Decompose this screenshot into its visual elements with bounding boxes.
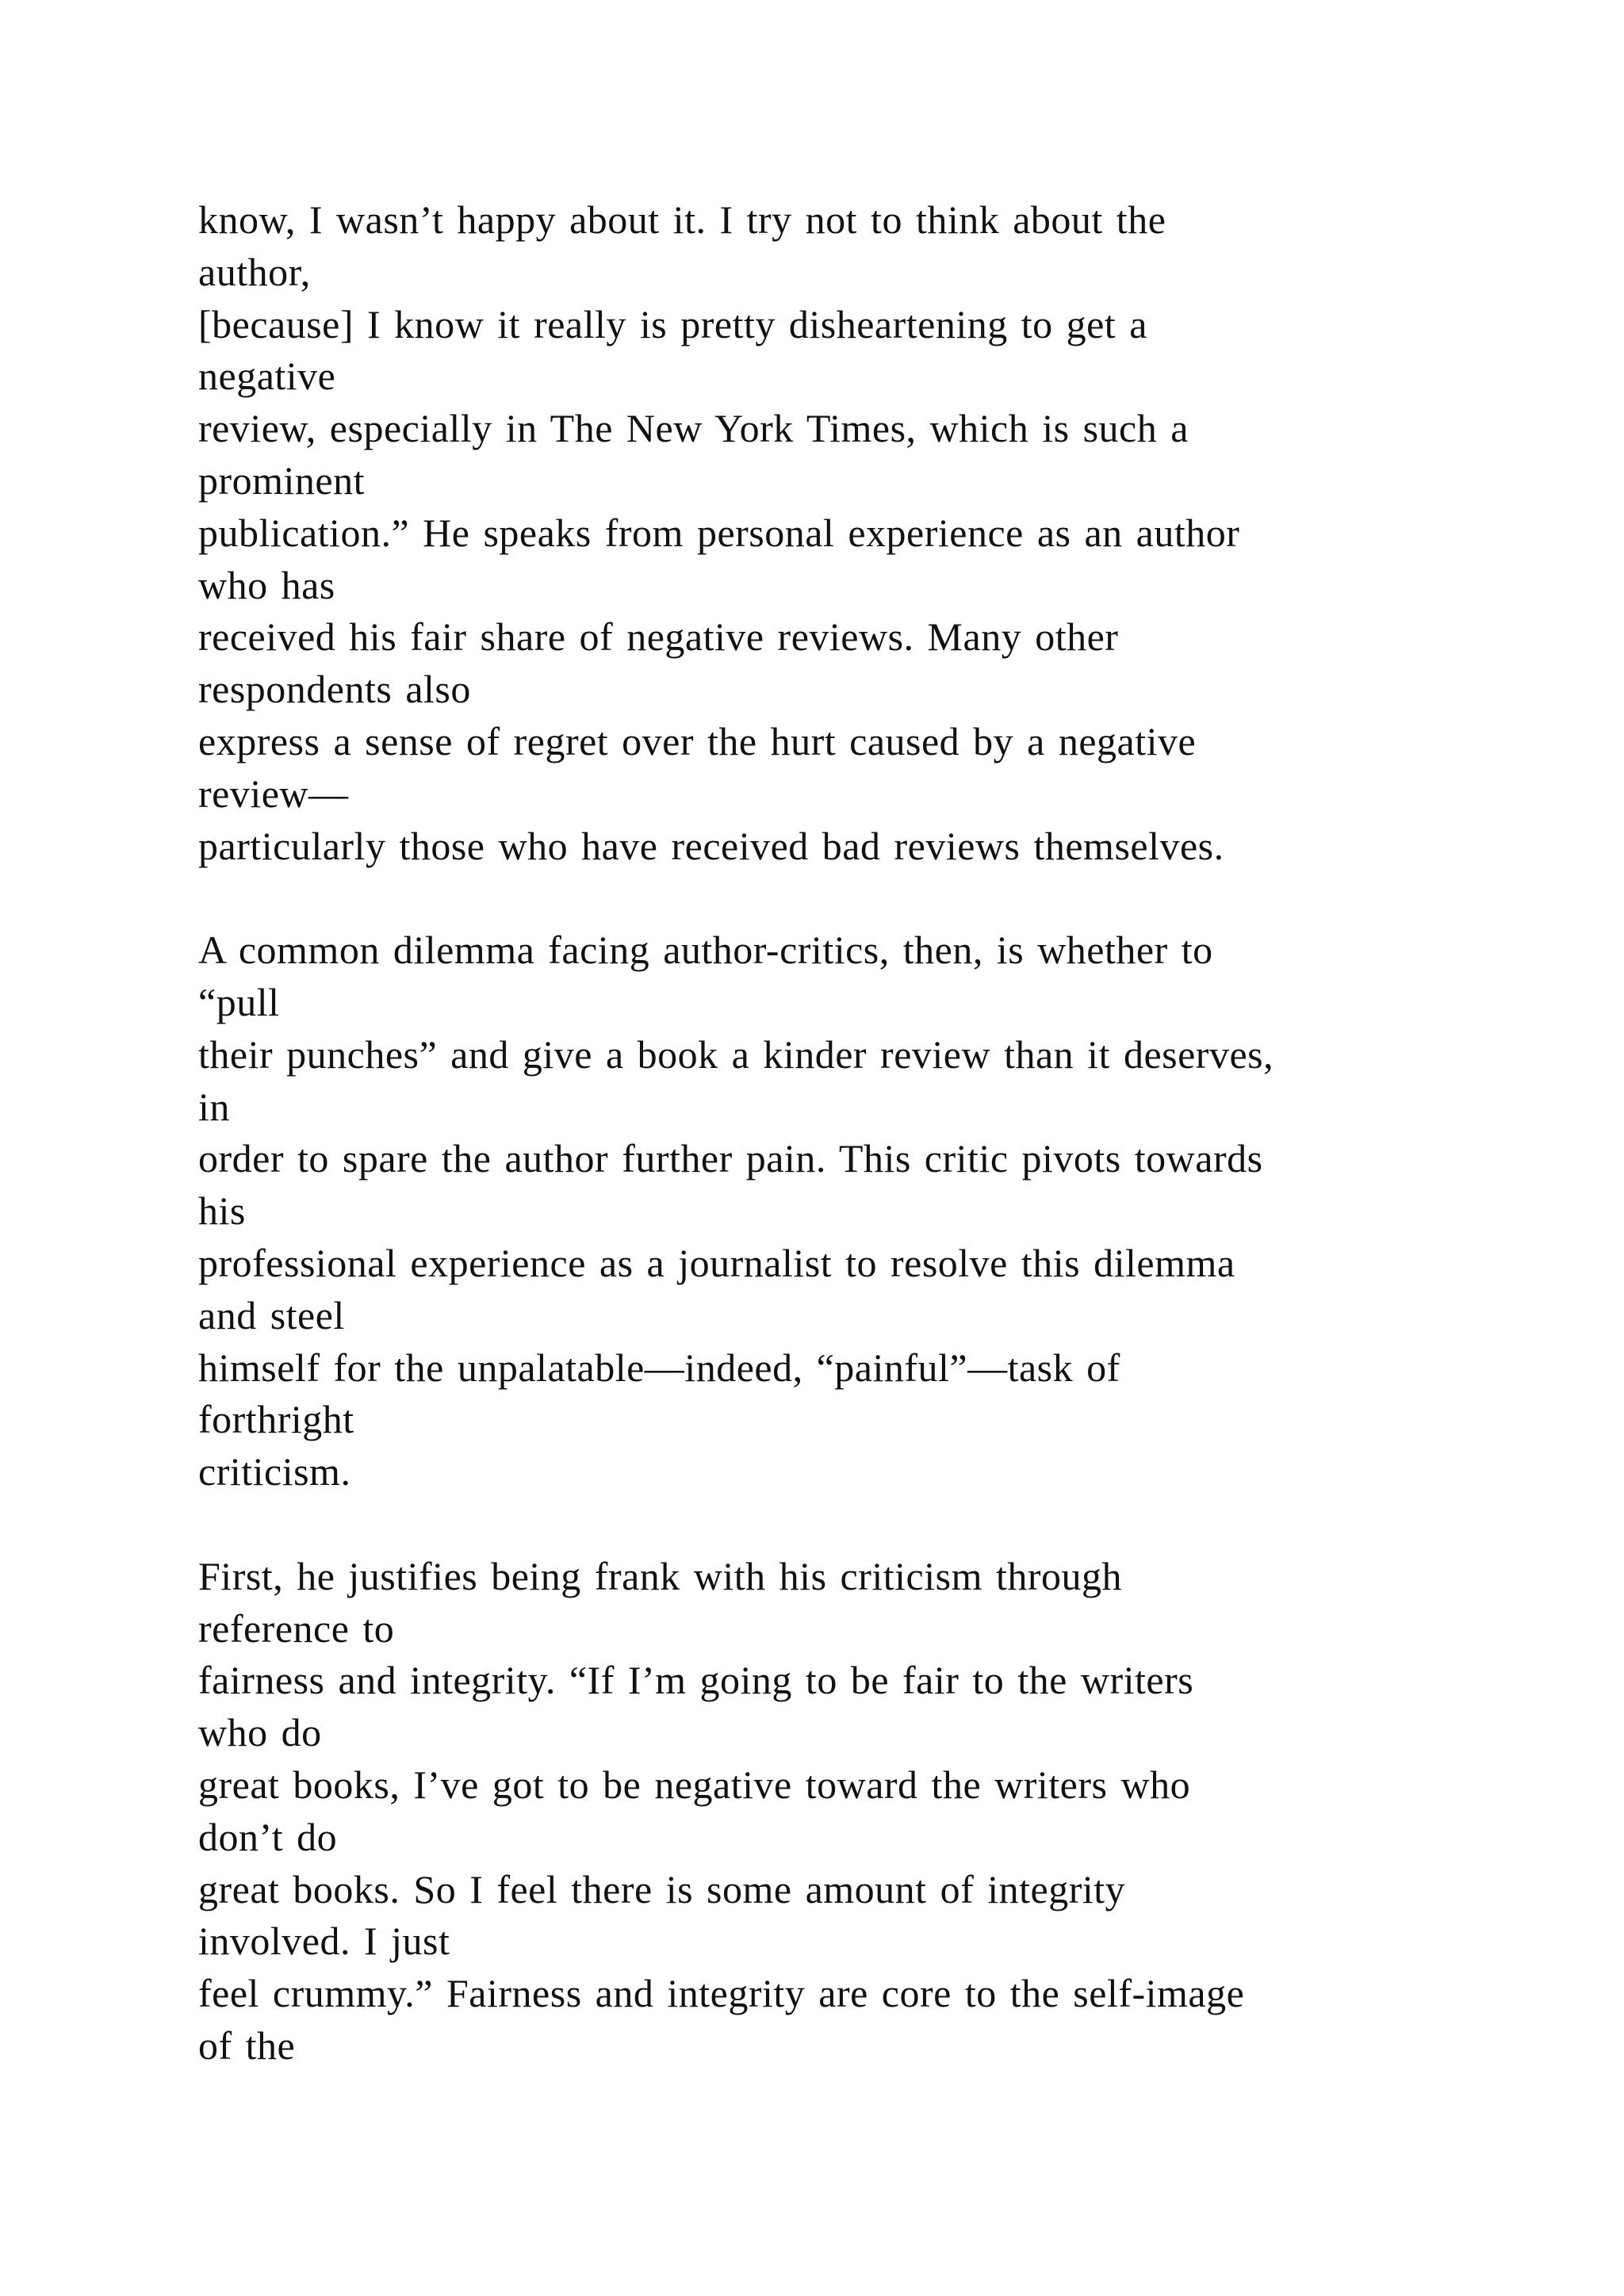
text-line: “pull: [198, 979, 280, 1024]
text-line: reference to: [198, 1605, 395, 1651]
paragraph-2: [198, 924, 1546, 1498]
text-line: and steel: [198, 1292, 345, 1337]
text-line: negative: [198, 354, 336, 399]
text-line: forthright: [198, 1397, 354, 1442]
text-line: First, he justifies being frank with his criticism through: [198, 1553, 1123, 1598]
text-line: great books. So I feel there is some amount of integrity: [198, 1866, 1126, 1911]
text-line: who do: [198, 1710, 322, 1755]
text-line: review—: [198, 771, 349, 816]
text-line: respondents also: [198, 667, 471, 712]
text-line: of the: [198, 2022, 296, 2068]
text-line: professional experience as a journalist to resolve this dilemma: [198, 1240, 1235, 1285]
text-line: feel crummy.” Fairness and integrity are core to the self-image: [198, 1971, 1245, 2016]
paragraph-gap: [198, 872, 1546, 924]
text-line: fairness and integrity. “If I’m going to be fair to the writers: [198, 1658, 1194, 1703]
text-line: review, especially in The New York Times, which is such a: [198, 406, 1189, 451]
text-line: [because] I know it really is pretty disheartening to get a: [198, 301, 1147, 346]
text-line: prominent: [198, 457, 366, 503]
text-line: his: [198, 1188, 246, 1234]
text-line: who has: [198, 562, 335, 607]
text-line: A common dilemma facing author-critics, then, is whether to: [198, 928, 1213, 973]
text-line: great books, I’ve got to be negative toward the writers who: [198, 1762, 1191, 1807]
body-text: [198, 194, 1546, 2072]
paragraph-1: [198, 194, 1546, 872]
text-line: express a sense of regret over the hurt caused by a negative: [198, 718, 1197, 763]
text-line: himself for the unpalatable—indeed, “painful”—task of: [198, 1345, 1120, 1390]
text-line: order to spare the author further pain. This critic pivots towards: [198, 1136, 1263, 1181]
paragraph-3: [198, 1551, 1546, 2072]
text-line: author,: [198, 249, 311, 294]
text-line: publication.” He speaks from personal experience as an author: [198, 510, 1240, 555]
text-line: don’t do: [198, 1814, 338, 1859]
text-line: criticism.: [198, 1449, 351, 1494]
text-line: particularly those who have received bad reviews themselves.: [198, 823, 1224, 868]
text-line: in: [198, 1084, 230, 1129]
text-line: their punches” and give a book a kinder review than it deserves,: [198, 1031, 1274, 1077]
text-line: know, I wasn’t happy about it. I try not to think about the: [198, 197, 1166, 242]
paragraph-gap: [198, 1498, 1546, 1551]
text-line: involved. I just: [198, 1919, 450, 1964]
text-line: received his fair share of negative reviews. Many other: [198, 614, 1119, 660]
